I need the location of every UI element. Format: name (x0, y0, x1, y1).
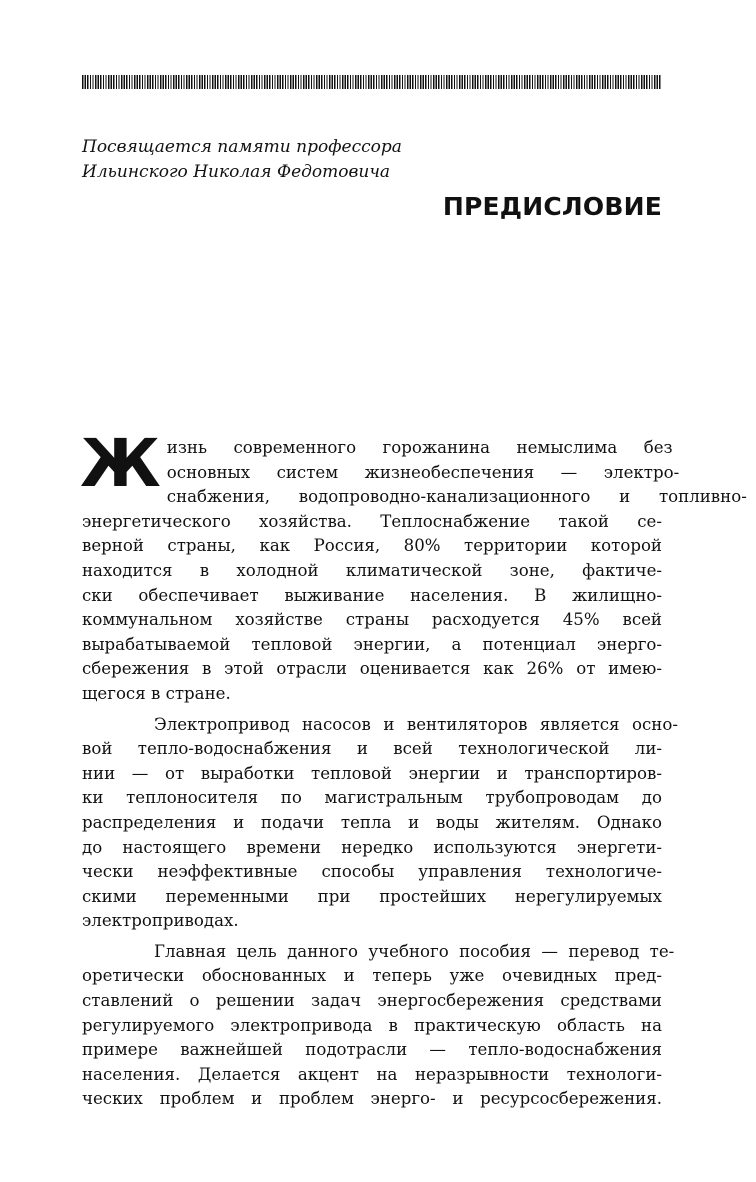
paragraph-3 (82, 940, 675, 1112)
text-line: ски обеспечивает выживание населения. В жилищно- (82, 585, 662, 605)
text-line: ставлений о решении задач энергосбережения средствами (82, 991, 662, 1011)
text-line: вырабатываемой тепловой энергии, а потенциал энерго- (82, 634, 662, 654)
text-line: ки теплоносителя по магистральным трубопроводам до (82, 788, 662, 808)
text-line: Главная цель данного учебного пособия — перевод те- (154, 941, 675, 961)
text-line: энергетического хозяйства. Теплоснабжение такой се- (82, 511, 662, 531)
text-line: регулируемого электропривода в практическую область на (82, 1015, 662, 1035)
text-line: примере важнейшей подотрасли — тепло-водоснабжения (82, 1040, 662, 1060)
text-line: находится в холодной климатической зоне, фактиче- (82, 560, 662, 580)
text-line: до настоящего времени нередко используются энергети- (82, 837, 662, 857)
drop-cap: Ж (80, 425, 161, 502)
text-line: вой тепло-водоснабжения и всей технологической ли- (82, 739, 662, 759)
dedication (82, 135, 502, 185)
text-line: верной страны, как Россия, 80% территории которой (82, 536, 662, 556)
text-line: снабжения, водопроводно-канализационного и топливно- (166, 487, 747, 507)
text-line: ческих проблем и проблем энерго- и ресурсосбережения. (82, 1089, 662, 1109)
header-rule (82, 75, 662, 89)
text-line: скими переменными при простейших нерегулируемых (82, 886, 662, 906)
text-line: изнь современного горожанина немыслима без (166, 438, 673, 457)
text-line: населения. Делается акцент на неразрывности технологи- (82, 1064, 662, 1084)
text-line: электроприводах. (82, 911, 239, 931)
text-line: Электропривод насосов и вентиляторов является осно- (154, 714, 678, 734)
dedication-line: Ильинского Николая Федотовича (82, 162, 391, 182)
dedication-line: Посвящается памяти профессора (82, 137, 402, 157)
text-line: чески неэффективные способы управления технологиче- (82, 862, 662, 882)
text-line: основных систем жизнеобеспечения — электро- (166, 462, 680, 482)
text-line: коммунальном хозяйстве страны расходуется 45% всей (82, 610, 662, 630)
paragraph-1 (80, 425, 747, 707)
text-line: оретически обоснованных и теперь уже очевидных пред- (82, 966, 662, 986)
page-title: ПРЕДИСЛОВИЕ (442, 192, 662, 221)
text-line: щегося в стране. (82, 683, 231, 703)
paragraph-2 (82, 713, 678, 934)
body-text (80, 425, 747, 1112)
text-line: нии — от выработки тепловой энергии и транспортиров- (82, 763, 662, 783)
text-line: распределения и подачи тепла и воды жителям. Однако (82, 812, 662, 832)
text-line: сбережения в этой отрасли оценивается как 26% от имею- (82, 659, 662, 679)
